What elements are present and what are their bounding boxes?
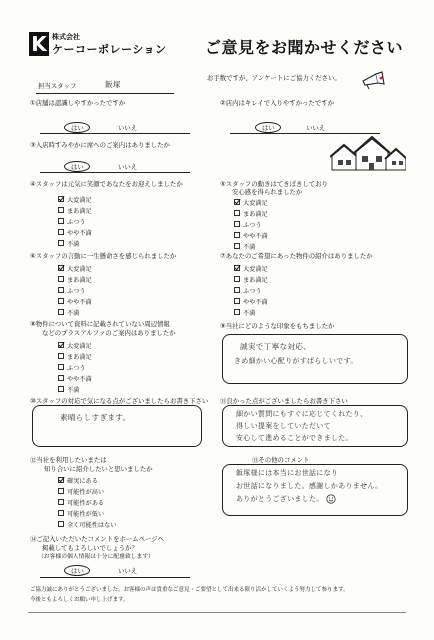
q11-answer-1: 細かい質問にもすぐに応じてくれたり、 [236, 410, 368, 418]
checkbox-icon [58, 218, 64, 224]
checkbox-icon [58, 287, 64, 293]
q6-text: ⑥スタッフの言動に一生懸命さを感じられましたか [30, 252, 177, 260]
q2-text: ②店内はキレイで入りやすかったですか [220, 99, 334, 107]
q12-option-3: 可能性が低い [58, 511, 104, 519]
checkbox-icon [58, 521, 64, 527]
q6-option-2: ふつう [58, 288, 86, 296]
smiley-icon [326, 494, 336, 504]
staff-value: 飯塚 [105, 80, 121, 89]
q3-text: ③入店時すみやかに席へのご案内はありましたか [30, 141, 170, 149]
q7-option-2: ふつう [234, 288, 262, 296]
company-prefix: 株式会社 [52, 33, 80, 41]
q10-text: ⑩スタッフの対応で気になる点がございましたらお書き下さい [30, 397, 209, 405]
footer-rule [28, 612, 406, 613]
q6-option-3: やや不満 [58, 299, 92, 307]
q2-underline [230, 133, 380, 134]
q7-option-3: やや不満 [234, 299, 268, 307]
q8-option-0: 大変満足 [58, 343, 92, 351]
q4-option-3: やや不満 [58, 230, 92, 238]
q12-option-2: 可能性がある [58, 500, 104, 508]
staff-label: 担当スタッフ [38, 82, 77, 90]
q14-text-3: （お客様の個人情報は十分に配慮致します） [38, 554, 154, 560]
q11-answer-2: 得しい提案をしていただいて [236, 422, 331, 430]
footer-line-2: 今後ともよろしくお願い申し上げます。 [30, 597, 129, 603]
checkbox-icon [58, 488, 64, 494]
checkbox-icon [58, 353, 64, 359]
q13-answer-2: お世話になりました。感謝しかありません。 [236, 482, 383, 490]
q12-option-4: 全く可能性はない [58, 522, 117, 530]
q11-answer-3: 安心して進めることができました。 [236, 434, 353, 442]
q1-no: いいえ [118, 124, 138, 132]
checkbox-icon [58, 309, 64, 315]
checkbox-icon [58, 510, 64, 516]
q7-text: ⑦あなたのご希望にあった物件の紹介はありましたか [220, 252, 373, 260]
q14-text-1: ⑭ご記入いただいたコメントをホームページへ [30, 535, 165, 543]
checkbox-icon [58, 364, 64, 370]
q8-option-3: やや不満 [58, 376, 92, 384]
q6-option-0: 大変満足 [58, 266, 92, 274]
q4-option-4: 不満 [58, 241, 79, 249]
q1-yes-circle [64, 122, 90, 133]
checkbox-icon [58, 276, 64, 282]
q9-answer-1: 誠実で丁寧な対応、 [240, 342, 312, 351]
q13-answer-3: ありがとうございました。 [236, 495, 324, 503]
checkbox-checked-icon [58, 196, 64, 202]
q5-option-1: まあ満足 [234, 211, 268, 219]
q3-no: いいえ [118, 163, 138, 171]
q2-yes-circle [255, 122, 281, 133]
checkbox-icon [234, 287, 240, 293]
checkbox-checked-icon [58, 477, 64, 483]
q12-text-1: ⑫当社を利用したいまたは [30, 456, 107, 464]
q2-yes: はい [262, 124, 275, 132]
q3-yes: はい [71, 163, 84, 171]
q12-option-0: 確実にある [58, 478, 98, 486]
q7-option-4: 不満 [234, 310, 255, 318]
q5-option-0: 大変満足 [234, 200, 268, 208]
q9-answer-2: きめ細かい心配りがすばらしいです。 [234, 357, 358, 365]
q1-text: ①店舗は認識しやすかったですか [30, 99, 126, 107]
q8-option-2: ふつう [58, 365, 86, 373]
logo-letter: K [31, 32, 47, 56]
checkbox-checked-icon [234, 199, 240, 205]
q9-text: ⑨当社にどのような印象をもちましたか [220, 322, 335, 330]
q4-option-2: ふつう [58, 219, 86, 227]
checkbox-icon [58, 207, 64, 213]
checkbox-icon [234, 232, 240, 238]
q14-underline [40, 577, 190, 578]
q5-option-3: やや不満 [234, 233, 268, 241]
q8-option-4: 不満 [58, 387, 79, 395]
checkbox-icon [234, 276, 240, 282]
q1-yes: はい [71, 124, 84, 132]
footer-line-1: ご協力誠にありがとうございました。お客様の声は貴重なご意見・ご要望として出来る限り活かしていくよう努力して参ります。 [30, 587, 349, 593]
checkbox-icon [234, 243, 240, 249]
q8-text-1: ⑧物件について資料に記載されていない周辺情報 [30, 320, 170, 328]
q5-text-2: 安心感を得られましたか [232, 188, 303, 196]
q14-no: いいえ [118, 567, 138, 575]
q13-answer-1: 飯塚様には本当にお世話になり [236, 469, 339, 477]
q4-option-1: まあ満足 [58, 208, 92, 216]
q4-text: ④スタッフは元気に笑顔であなたをお迎えしましたか [30, 180, 183, 188]
checkbox-icon [58, 229, 64, 235]
q3-yes-circle [64, 161, 90, 172]
houses-icon [330, 136, 406, 172]
checkbox-icon [58, 375, 64, 381]
company-name: ケーコーポレーション [52, 43, 167, 56]
checkbox-icon [234, 309, 240, 315]
checkbox-icon [58, 499, 64, 505]
q10-answer: 素晴らしすぎます。 [60, 413, 131, 422]
checkbox-icon [58, 240, 64, 246]
checkbox-icon [58, 298, 64, 304]
q14-yes: はい [71, 567, 84, 575]
megaphone-icon [360, 68, 388, 90]
checkbox-icon [58, 386, 64, 392]
q1-underline [40, 133, 190, 134]
page-title: ご意見をお聞かせください [205, 38, 404, 57]
checkbox-checked-icon [58, 265, 64, 271]
q13-text: ⑬その他のコメント [252, 456, 310, 464]
intro-text: お手数ですが、アンケートにご協力ください。 [207, 74, 341, 82]
q6-option-4: 不満 [58, 310, 79, 318]
q14-yes-circle [64, 565, 90, 576]
q8-text-2: などのプラスアルファのご案内はありましたか [42, 329, 176, 337]
checkbox-icon [234, 221, 240, 227]
q5-option-4: 不満 [234, 244, 255, 252]
q2-no: いいえ [306, 124, 326, 132]
q7-option-0: 大変満足 [234, 266, 268, 274]
q12-text-2: 知り合いに紹介したいと思いましたか [44, 465, 153, 473]
company-logo [29, 32, 49, 56]
checkbox-checked-icon [234, 265, 240, 271]
q12-option-1: 可能性が高い [58, 489, 104, 497]
q5-option-2: ふつう [234, 222, 262, 230]
q11-text: ⑪良かった点がございましたらお書き下さい [220, 397, 348, 405]
q5-text-1: ⑤スタッフの動きはてきぱきしており [220, 180, 328, 188]
q3-underline [40, 172, 190, 173]
q7-option-1: まあ満足 [234, 277, 268, 285]
staff-underline [36, 93, 174, 94]
q8-option-1: まあ満足 [58, 354, 92, 362]
checkbox-icon [234, 298, 240, 304]
q14-text-2: 掲載してもよろしいでしょうか？ [42, 544, 138, 552]
checkbox-icon [234, 210, 240, 216]
checkbox-checked-icon [58, 342, 64, 348]
q6-option-1: まあ満足 [58, 277, 92, 285]
q4-option-0: 大変満足 [58, 197, 92, 205]
